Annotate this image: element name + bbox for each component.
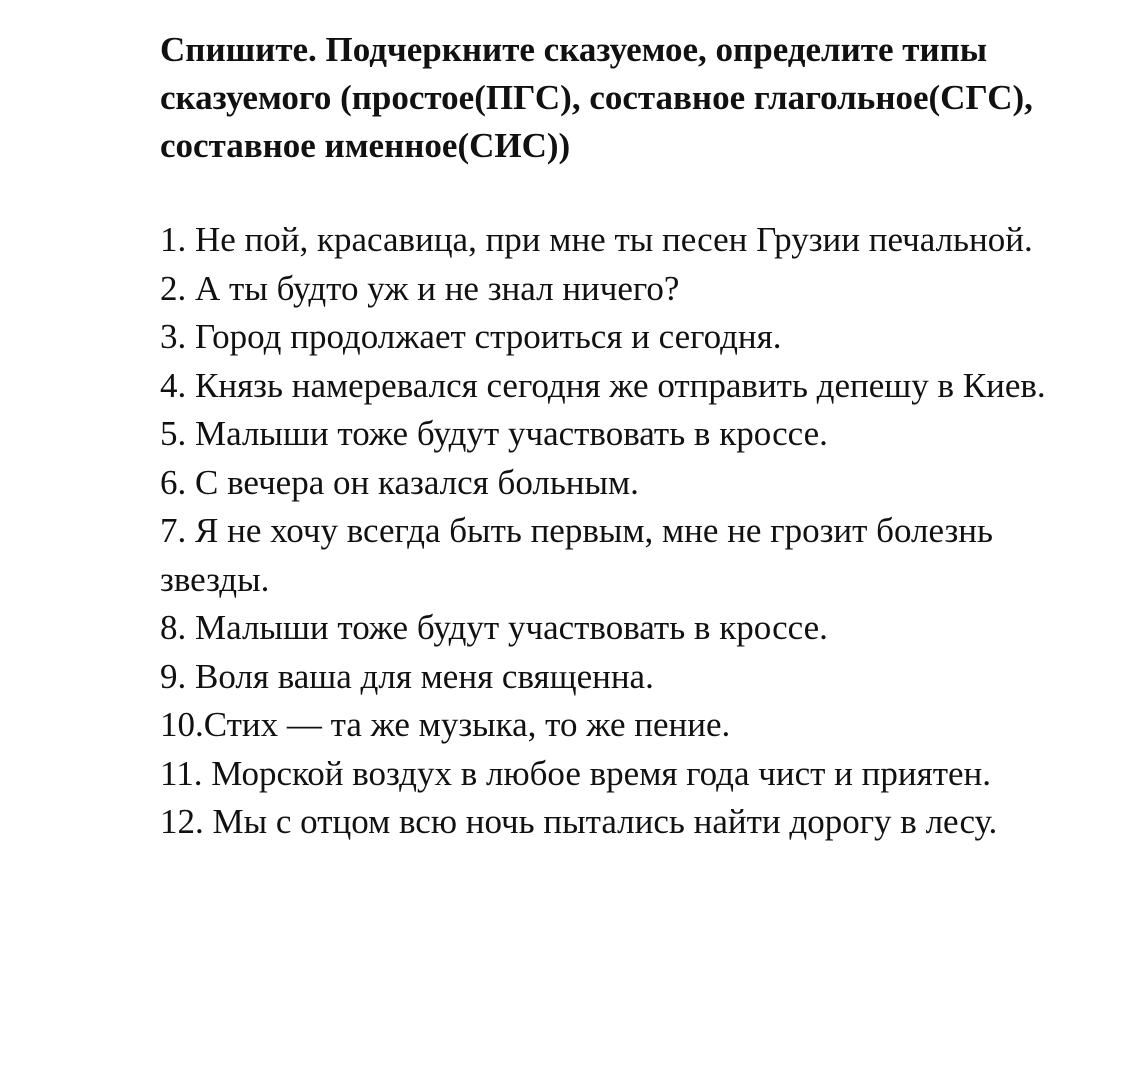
sentence-12: 12. Мы с отцом всю ночь пытались найти дорогу в лесу. <box>160 802 998 841</box>
sentence-9: 9. Воля ваша для меня священна. <box>160 656 654 696</box>
sentence-7: 7. Я не хочу всегда быть первым, мне не грозит болезнь звезды. <box>160 511 993 599</box>
sentence-2: 2. А ты будто уж и не знал ничего? <box>160 268 680 308</box>
sentence-11: 11. Морской воздух в любое время года чист и приятен. <box>160 753 992 793</box>
sentence-10: 10.Стих — та же музыка, то же пение. <box>160 705 731 744</box>
sentence-list <box>160 216 1060 847</box>
sentence-3: 3. Город продолжает строиться и сегодня. <box>160 317 782 356</box>
task-title: Спишите. Подчеркните сказуемое, определите типы сказуемого (простое(ПГС), составное глагольное(СГС), составное именное(СИС)) <box>160 30 1033 165</box>
sentence-8: 8. Малыши тоже будут участвовать в кроссе. <box>160 608 828 647</box>
sentence-6: 6. С вечера он казался больным. <box>160 462 639 502</box>
sentence-5: 5. Малыши тоже будут участвовать в кроссе. <box>160 414 828 453</box>
sentence-1: 1. Не пой, красавица, при мне ты песен Грузии печальной. <box>160 220 1033 259</box>
document-page <box>160 26 1060 847</box>
sentence-4: 4. Князь намеревался сегодня же отправить депешу в Киев. <box>160 365 1046 405</box>
